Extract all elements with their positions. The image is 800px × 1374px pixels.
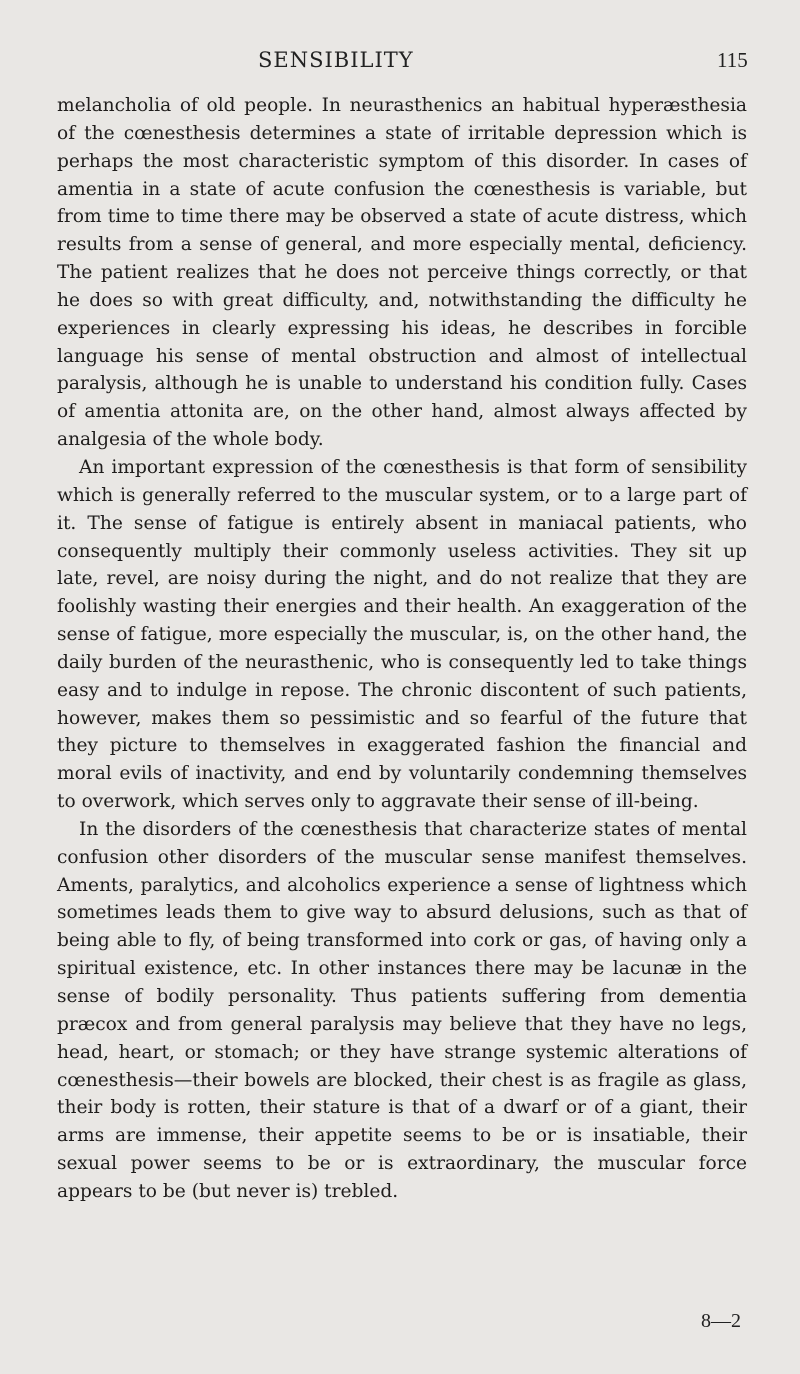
running-head: [0, 48, 800, 78]
page-number: 115: [717, 48, 748, 72]
signature-mark: 8—2: [701, 1310, 741, 1332]
running-title: SENSIBILITY: [258, 48, 414, 72]
paragraph-2: An important expression of the cœnesthesis is that form of sensibility which is generally referred to the muscular system, or to a large part of it. The sense of fatigue is entirely absent in maniacal patients, who consequently multiply their commonly useless activities. They sit up late, revel, are noisy during the night, and do not realize that they are foolishly wasting their energies and their health. An exaggeration of the sense of fatigue, more especially the muscular, is, on the other hand, the daily burden of the neurasthenic, who is consequently led to take things easy and to indulge in repose. The chronic discontent of such patients, however, makes them so pessimistic and so fearful of the future that they picture to themselves in exaggerated fashion the financial and moral evils of inactivity, and end by voluntarily condemning themselves to overwork, which serves only to aggravate their sense of ill-being.: [57, 456, 747, 813]
paragraph-1: melancholia of old people. In neurasthenics an habitual hyperæsthesia of the cœnesthesis determines a state of irritable depression which is perhaps the most characteristic symptom of this disorder. In cases of amentia in a state of acute confusion the cœnesthesis is variable, but from time to time there may be observed a state of acute distress, which results from a sense of general, and more especially mental, deficiency. The patient realizes that he does not perceive things correctly, or that he does so with great difficulty, and, notwithstanding the difficulty he experiences in clearly expressing his ideas, he describes in forcible language his sense of mental obstruction and almost of intellectual paralysis, although he is unable to understand his condition fully. Cases of amentia attonita are, on the other hand, almost always affected by analgesia of the whole body.: [57, 95, 747, 451]
body-text: [57, 92, 747, 1206]
paragraph-3: In the disorders of the cœnesthesis that characterize states of mental confusion other disorders of the muscular sense manifest themselves. Aments, paralytics, and alcoholics experience a sense of lightness which sometimes leads them to give way to absurd delusions, such as that of being able to fly, of being transformed into cork or gas, of having only a spiritual existence, etc. In other instances there may be lacunæ in the sense of bodily personality. Thus patients suffering from dementia præcox and from general paralysis may believe that they have no legs, head, heart, or stomach; or they have strange systemic alterations of cœnesthesis—their bowels are blocked, their chest is as fragile as glass, their body is rotten, their stature is that of a dwarf or of a giant, their arms are immense, their appetite seems to be or is insatiable, their sexual power seems to be or is extraordinary, the muscular force appears to be (but never is) trebled.: [57, 818, 747, 1202]
